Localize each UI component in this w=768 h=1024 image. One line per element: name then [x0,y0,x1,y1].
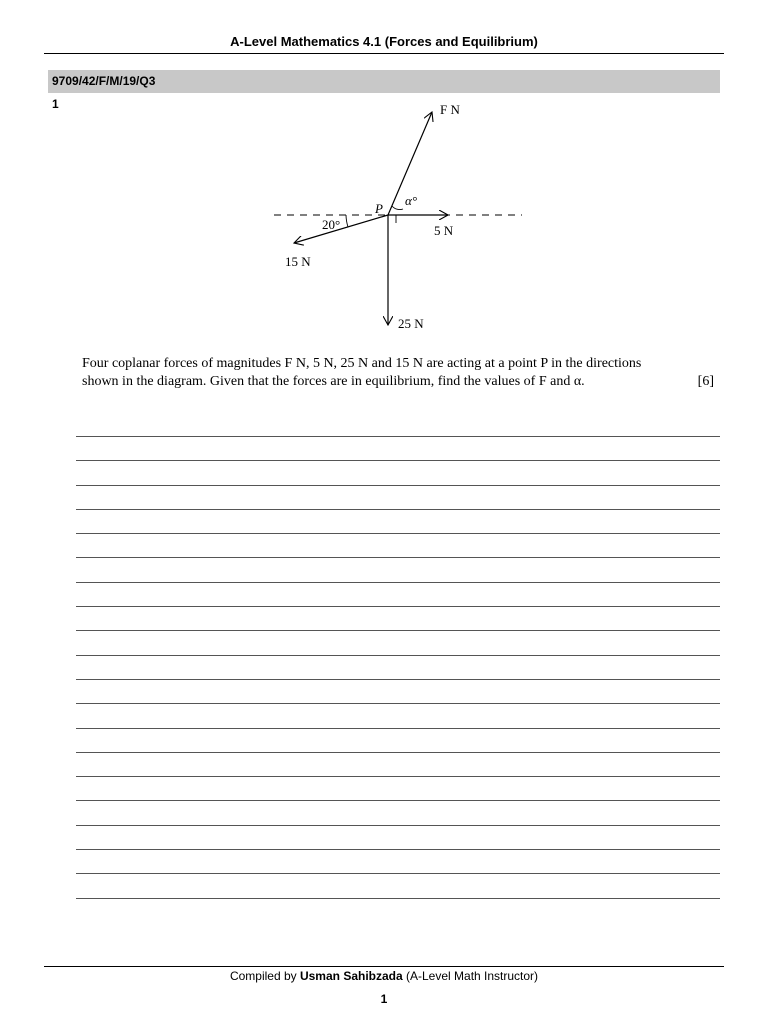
force-25-label: 25 N [398,316,424,331]
footer-prefix: Compiled by [229,969,300,983]
page-header-title: A-Level Mathematics 4.1 (Forces and Equilibrium) [230,34,538,49]
answer-line [76,630,720,654]
footer-suffix: (A-Level Math Instructor) [402,969,539,983]
answer-lines [76,436,720,922]
answer-line [76,776,720,800]
answer-line [76,849,720,873]
answer-line [76,557,720,581]
force-15-arrow [294,215,388,243]
answer-line [76,655,720,679]
force-diagram [0,0,768,340]
answer-line [76,825,720,849]
answer-line [76,485,720,509]
angle-20-label: 20° [322,217,341,232]
answer-line [76,436,720,460]
answer-line [76,752,720,776]
question-text [82,355,722,391]
footer-author: Usman Sahibzada [299,969,403,983]
question-code: 9709/42/F/M/19/Q3 [52,74,156,88]
answer-line [76,800,720,824]
question-text-line-1: Four coplanar forces of magnitudes F N, 5 N, 25 N and 15 N are acting at a point P in the directions [82,356,642,371]
twenty-degree-arc [346,215,348,227]
answer-line [76,703,720,727]
point-p-label: P [375,201,383,216]
force-f-label: F N [440,102,460,117]
answer-line [76,533,720,557]
footer-divider [44,966,724,967]
answer-line [76,898,720,922]
answer-line [76,460,720,484]
question-number: 1 [52,97,59,111]
answer-line [76,873,720,897]
answer-line [76,606,720,630]
alpha-angle-arc [392,206,403,210]
footer-credit [0,969,768,983]
question-text-line-2-body: shown in the diagram. Given that the forces are in equilibrium, find the values of F and α. [82,374,585,389]
right-angle-marker [388,215,396,223]
answer-line [76,679,720,703]
force-15-label: 15 N [285,254,311,269]
question-marks: [6] [697,374,714,389]
question-text-line-2 [82,373,722,391]
page-number: 1 [380,992,388,1006]
force-5-label: 5 N [434,223,454,238]
answer-line [76,509,720,533]
answer-line [76,582,720,606]
angle-alpha-label: α° [405,193,418,208]
answer-line [76,728,720,752]
